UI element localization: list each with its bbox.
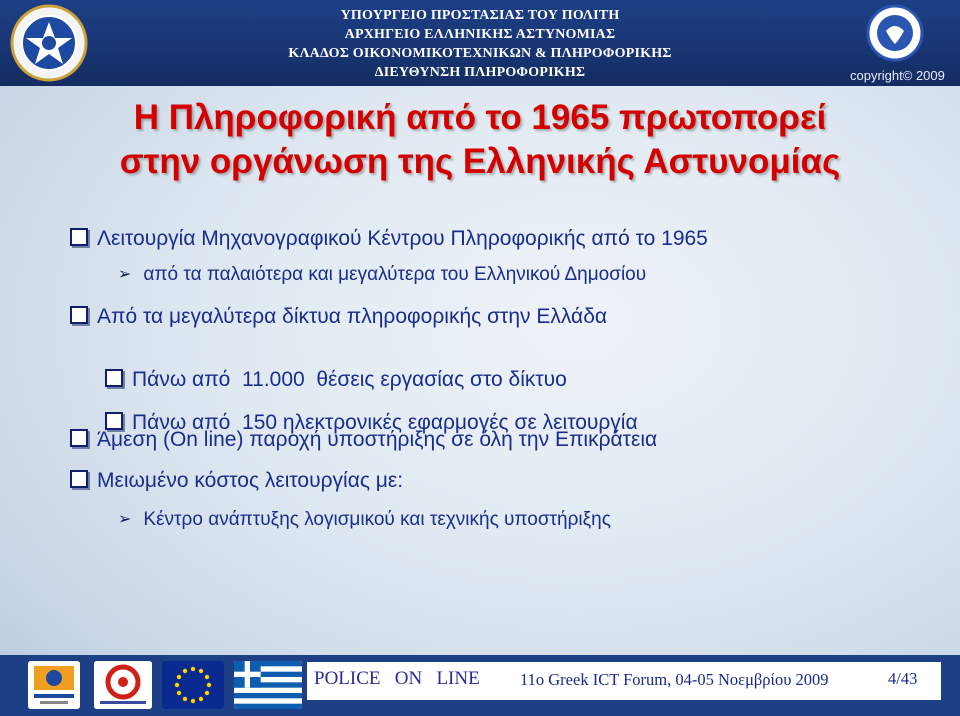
bullet-text: Άμεση (On line) παροχή υποστήριξης σε όλη την Επικράτεια	[97, 428, 658, 451]
hellas-2008-logo-icon	[28, 661, 80, 709]
bullet-item	[70, 469, 403, 493]
checkbox-bullet-icon	[105, 369, 123, 387]
bullet-text: Μειωμένο κόστος λειτουργίας με:	[97, 469, 404, 492]
header-line-directorate: ΔΙΕΥΘΥΝΣΗ ΠΛΗΡΟΦΟΡΙΚΗΣ	[374, 65, 586, 80]
bullet-text: Πάνω από 11.000 θέσεις εργασίας στο δίκτυο	[132, 368, 567, 391]
title-line-1: Η Πληροφορική από το 1965 πρωτοπορεί	[133, 98, 827, 137]
sub-bullet-item	[118, 264, 646, 286]
header-line-branch: ΚΛΑΔΟΣ ΟΙΚΟΝΟΜΙΚΟΤΕΧΝΙΚΩΝ & ΠΛΗΡΟΦΟΡΙΚΗΣ	[288, 46, 672, 61]
bullet-item	[70, 428, 657, 452]
checkbox-bullet-icon	[70, 306, 88, 324]
bullet-text: Λειτουργία Μηχανογραφικού Κέντρου Πληροφορικής από το 1965	[97, 227, 708, 250]
arrow-bullet-icon: ➢	[118, 266, 132, 283]
eu-flag-icon	[162, 661, 224, 709]
bullet-text: από τα παλαιότερα και μεγαλύτερα του Ελληνικού Δημοσίου	[143, 264, 647, 285]
title-line-2: στην οργάνωση της Ελληνικής Αστυνομίας	[119, 142, 841, 181]
checkbox-bullet-icon	[70, 228, 88, 246]
page-number: 4/43	[888, 669, 918, 688]
police-online-slogan: POLICE ON LINE	[314, 668, 480, 689]
checkbox-bullet-icon	[70, 470, 88, 488]
event-label: 11ο Greek ICT Forum, 04-05 Νοεμβρίου 2009	[520, 670, 829, 689]
header-line-headquarters: ΑΡΧΗΓΕΙΟ ΕΛΛΗΝΙΚΗΣ ΑΣΤΥΝΟΜΙΑΣ	[344, 27, 616, 42]
header-line-ministry: ΥΠΟΥΡΓΕΙΟ ΠΡΟΣΤΑΣΙΑΣ ΤΟΥ ΠΟΛΙΤΗ	[340, 8, 620, 23]
bullet-text: Από τα μεγαλύτερα δίκτυα πληροφορικής στην Ελλάδα	[97, 305, 608, 328]
arrow-bullet-icon: ➢	[118, 511, 132, 528]
at-sign-egov-logo-icon	[94, 661, 152, 709]
bullet-text: Πάνω από 150 ηλεκτρονικές εφαρμογές σε λειτουργία	[132, 411, 638, 434]
copyright-label: copyright© 2009	[850, 68, 945, 83]
bullet-item	[70, 305, 607, 329]
bullet-text: Κέντρο ανάπτυξης λογισμικού και τεχνικής υποστήριξης	[143, 509, 611, 530]
bullet-item	[70, 227, 708, 251]
sub-bullet-item	[118, 509, 611, 531]
greek-flag-icon	[234, 661, 302, 709]
checkbox-bullet-icon	[70, 429, 88, 447]
